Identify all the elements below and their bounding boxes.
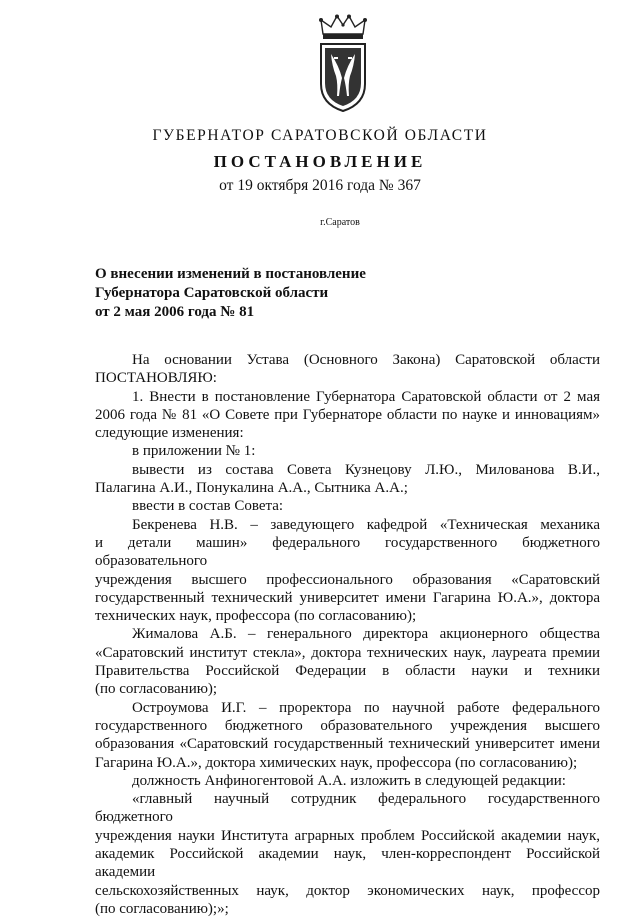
document-city: г.Саратов bbox=[320, 217, 360, 228]
body-line: Гагарина Ю.А.», доктора химических наук, профессора (по согласованию); bbox=[95, 754, 578, 771]
body-line: ПОСТАНОВЛЯЮ: bbox=[95, 370, 217, 387]
body-line: Правительства Российской Федерации в области науки и техники bbox=[95, 663, 600, 680]
body-line: На основании Устава (Основного Закона) Саратовской области bbox=[132, 352, 600, 368]
body-line: ввести в состав Совета: bbox=[132, 498, 284, 515]
body-line: 2006 года № 81 «О Совете при Губернаторе области по науке и инновациям» bbox=[95, 406, 600, 423]
body-line: в приложении № 1: bbox=[132, 443, 256, 460]
body-line: Палагина А.И., Понукалина А.А., Сытника А.А.; bbox=[95, 480, 408, 497]
body-line: академик Российской академии наук, член-корреспондент Российской академии bbox=[95, 846, 600, 881]
body-line: государственного бюджетного образовательного учреждения высшего bbox=[95, 717, 600, 734]
body-line: учреждения высшего профессионального образования «Саратовский bbox=[95, 571, 600, 588]
body-line: учреждения науки Института аграрных проблем Российской академии наук, bbox=[95, 827, 600, 844]
body-line: Бекренева Н.В. – заведующего кафедрой «Техническая механика bbox=[132, 516, 600, 533]
body-line: государственный технический университет имени Гагарина Ю.А.», доктора bbox=[95, 589, 600, 606]
body-line: Жималова А.Б. – генерального директора акционерного общества bbox=[132, 626, 600, 643]
body-line: вывести из состава Совета Кузнецову Л.Ю., Милованова В.И., bbox=[132, 461, 600, 478]
body-line: должность Анфиногентовой А.А. изложить в следующей редакции: bbox=[132, 772, 566, 789]
body-line: сельскохозяйственных наук, доктор экономических наук, профессор bbox=[95, 882, 600, 899]
body-line: «Саратовский институт стекла», доктора технических наук, лауреата премии bbox=[95, 644, 600, 661]
document-body bbox=[95, 351, 600, 918]
body-line: образования «Саратовский государственный технический университет имени bbox=[95, 736, 600, 753]
body-line: и детали машин» федерального государственного бюджетного образовательного bbox=[95, 534, 600, 570]
body-line: Остроумова И.Г. – проректора по научной работе федерального bbox=[132, 699, 600, 716]
body-line: (по согласованию);»; bbox=[95, 900, 229, 917]
coat-of-arms-emblem bbox=[317, 14, 369, 114]
document-date-number: от 19 октября 2016 года № 367 bbox=[219, 177, 421, 194]
subject-line: О внесении изменений в постановление bbox=[95, 266, 366, 282]
document-type: ПОСТАНОВЛЕНИЕ bbox=[213, 152, 427, 171]
issuer-title: ГУБЕРНАТОР САРАТОВСКОЙ ОБЛАСТИ bbox=[152, 127, 488, 144]
body-line: «главный научный сотрудник федерального государственного бюджетного bbox=[95, 791, 600, 826]
body-line: (по согласованию); bbox=[95, 681, 218, 698]
document-subject bbox=[95, 265, 366, 322]
subject-line: от 2 мая 2006 года № 81 bbox=[95, 304, 255, 320]
body-line: следующие изменения: bbox=[95, 425, 244, 442]
subject-line: Губернатора Саратовской области bbox=[95, 285, 329, 301]
body-line: 1. Внести в постановление Губернатора Саратовской области от 2 мая bbox=[132, 388, 600, 405]
body-line: технических наук, профессора (по согласованию); bbox=[95, 608, 417, 625]
